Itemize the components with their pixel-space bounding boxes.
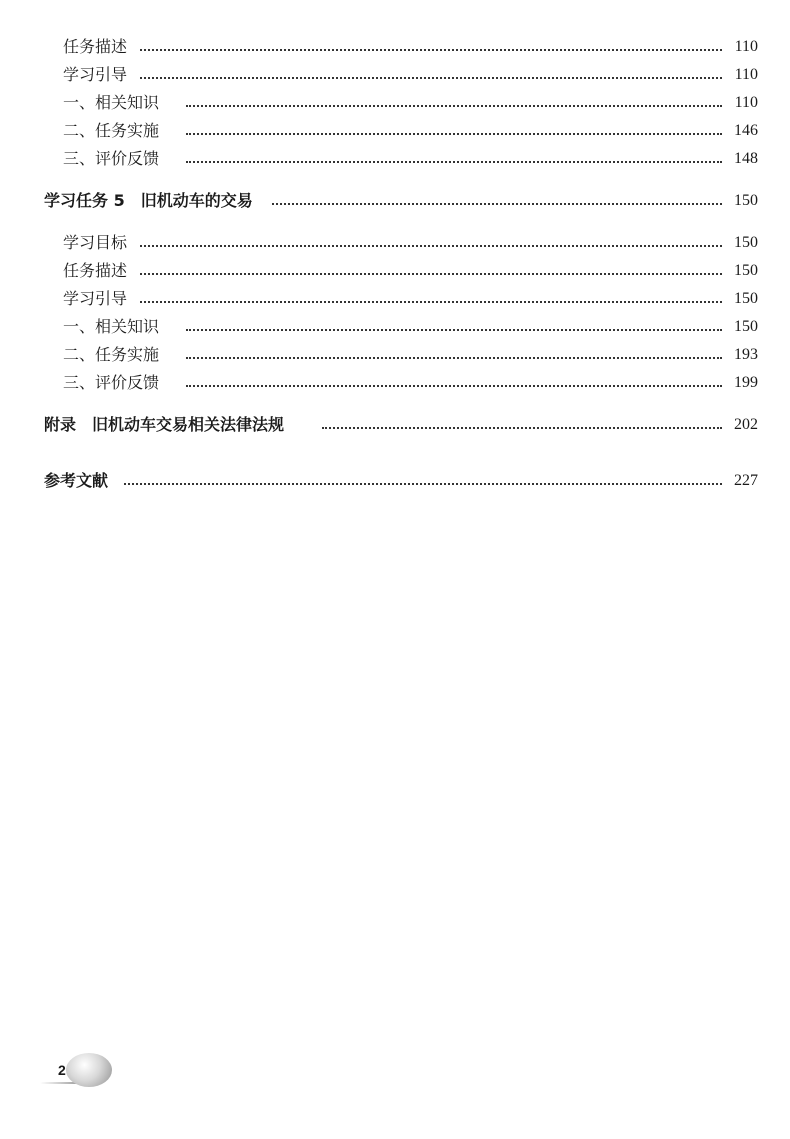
toc-appendix-title: 附录 旧机动车交易相关法律法规 [44, 413, 288, 437]
dot-leader [186, 127, 722, 135]
dot-leader [124, 477, 722, 485]
toc-appendix [0, 413, 790, 437]
toc-entry-page: 199 [734, 374, 758, 391]
toc-entry [0, 147, 790, 171]
toc-entry-page: 150 [734, 318, 758, 335]
dot-leader [272, 197, 722, 205]
toc-entry-page: 146 [734, 122, 758, 139]
dot-leader [140, 239, 722, 247]
toc-entry-title: 三、评价反馈 [63, 147, 163, 171]
toc-entry-title: 学习引导 [63, 63, 131, 87]
toc-entry-page: 110 [734, 94, 758, 111]
toc-appendix-page: 202 [734, 416, 758, 433]
toc-entry-title: 一、相关知识 [63, 315, 163, 339]
toc-entry [0, 35, 790, 59]
toc-entry [0, 63, 790, 87]
toc-chapter [0, 189, 790, 213]
dot-leader [140, 295, 722, 303]
toc-chapter-page: 150 [734, 192, 758, 209]
footer-decoration-circle [66, 1053, 112, 1087]
toc-entry-page: 110 [734, 38, 758, 55]
toc-entry [0, 259, 790, 283]
toc-entry-page: 110 [734, 66, 758, 83]
toc-references [0, 469, 790, 493]
toc-references-title: 参考文献 [44, 469, 112, 493]
toc-entry [0, 119, 790, 143]
toc-entry-page: 148 [734, 150, 758, 167]
toc-references-page: 227 [734, 472, 758, 489]
dot-leader [186, 323, 722, 331]
toc-entry-page: 193 [734, 346, 758, 363]
toc-entry [0, 371, 790, 395]
toc-entry [0, 287, 790, 311]
dot-leader [140, 43, 722, 51]
dot-leader [186, 155, 722, 163]
toc-entry [0, 315, 790, 339]
toc-entry [0, 231, 790, 255]
toc-entry [0, 343, 790, 367]
toc-entry-title: 二、任务实施 [63, 119, 163, 143]
toc-entry-title: 学习目标 [63, 231, 131, 255]
page-number: 2 [58, 1062, 66, 1078]
toc-entry-title: 任务描述 [63, 259, 131, 283]
toc-entry-title: 三、评价反馈 [63, 371, 163, 395]
toc-entry-title: 学习引导 [63, 287, 131, 311]
dot-leader [186, 379, 722, 387]
toc-entry-title: 任务描述 [63, 35, 131, 59]
toc-entry-page: 150 [734, 262, 758, 279]
dot-leader [186, 99, 722, 107]
dot-leader [322, 421, 722, 429]
toc-entry-page: 150 [734, 290, 758, 307]
toc-entry-title: 一、相关知识 [63, 91, 163, 115]
toc-entry-page: 150 [734, 234, 758, 251]
dot-leader [186, 351, 722, 359]
toc-chapter-title: 学习任务 5 旧机动车的交易 [44, 189, 257, 213]
toc-entry [0, 91, 790, 115]
dot-leader [140, 71, 722, 79]
dot-leader [140, 267, 722, 275]
toc-entry-title: 二、任务实施 [63, 343, 163, 367]
